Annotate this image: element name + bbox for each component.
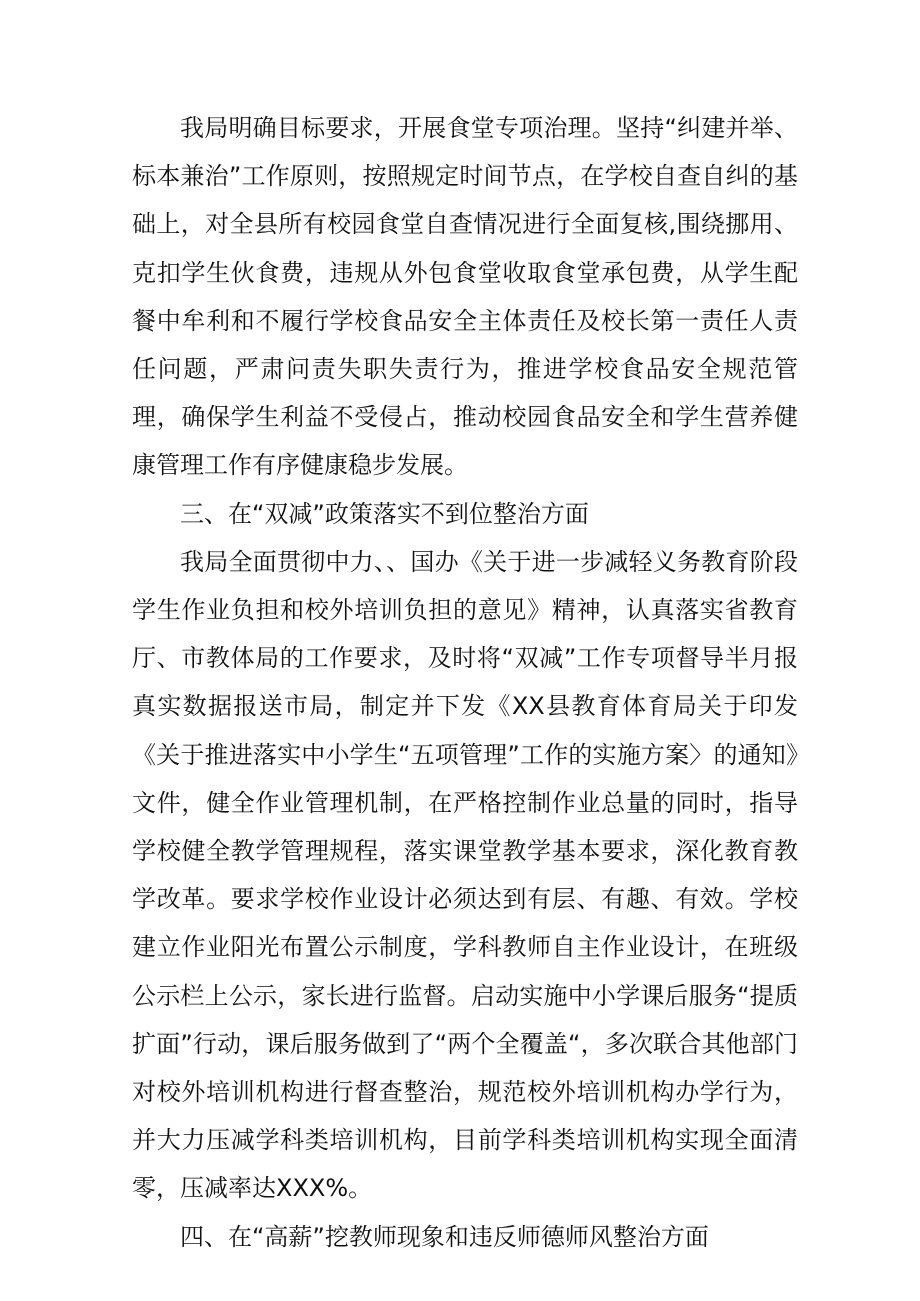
paragraph-canteen-governance: 我局明确目标要求，开展食堂专项治理。坚持“纠建并举、标本兼治”工作原则，按照规定时间节点，在学校自查自纠的基础上，对全县所有校园食堂自查情况进行全面复核,围绕挪用、克扣学生伙食费，违规从外包食堂收取食堂承包费，从学生配餐中牟利和不履行学校食品安全主体责任及校长第一责任人责任问题，严肃问责失职失责行为，推进学校食品安全规范管理，确保学生利益不受侵占，推动校园食品安全和学生营养健康管理工作有序健康稳步发展。 <box>132 114 798 480</box>
section-heading-double-reduction: 三、在“双减”政策落实不到位整治方面 <box>180 499 589 528</box>
paragraph-double-reduction: 我局全面贯彻中力、、国办《关于进一步减轻义务教育阶段学生作业负担和校外培训负担的意见》精神，认真落实省教育厅、市教体局的工作要求，及时将“双减”工作专项督导半月报真实数据报送市局，制定并下发《XX县教育体育局关于印发《关于推进落实中小学生“五项管理”工作的实施方案〉的通知》文件，健全作业管理机制，在严格控制作业总量的同时，指导学校健全教学管理规程，落实课堂教学基本要求，深化教育教学改革。要求学校作业设计必须达到有层、有趣、有效。学校建立作业阳光布置公示制度，学科教师自主作业设计，在班级公示栏上公示，家长进行监督。启动实施中小学课后服务“提质扩面”行动，课后服务做到了“两个全覆盖“，多次联合其他部门对校外培训机构进行督查整治，规范校外培训机构办学行为，并大力压减学科类培训机构，目前学科类培训机构实现全面清零，压减率达XXX%。 <box>132 547 798 1203</box>
section-heading-teacher-ethics: 四、在“高薪”挖教师现象和违反师德师风整治方面 <box>180 1222 709 1251</box>
document-body <box>132 104 798 1261</box>
